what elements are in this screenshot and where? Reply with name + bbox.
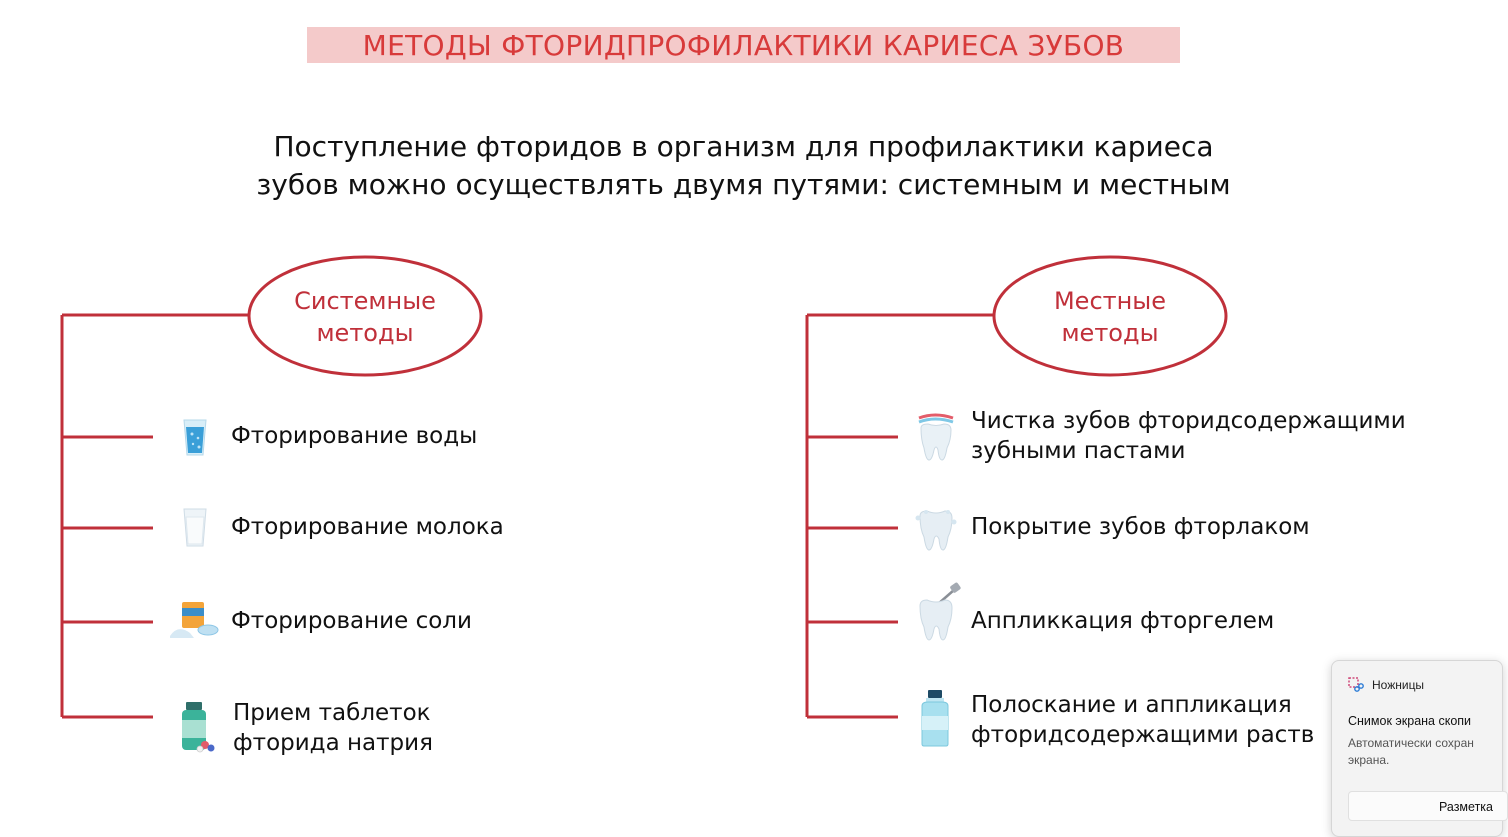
notification-app-name: Ножницы: [1372, 678, 1425, 692]
notification-title: Снимок экрана скопи: [1348, 714, 1472, 728]
subtitle-line-2: зубов можно осуществлять двумя путями: системным и местным: [256, 168, 1231, 201]
systemic-item-4: [233, 698, 433, 758]
local-item-4-text-line-1: Полоскание и аппликация: [971, 692, 1292, 718]
pill-bottle-icon: [178, 700, 216, 754]
systemic-item-3-text: Фторирование соли: [231, 608, 472, 634]
local-label-line-2: методы: [1061, 319, 1159, 347]
systemic-item-4-text-line-2: фторида натрия: [233, 730, 433, 756]
systemic-item-2: [231, 512, 504, 542]
tooth-varnish-icon: [914, 508, 958, 554]
subtitle-line-1: Поступление фторидов в организм для профилактики кариеса: [273, 130, 1214, 163]
snipping-tool-notification[interactable]: [1331, 660, 1503, 837]
local-label-line-1: Местные: [1053, 287, 1167, 315]
systemic-item-2-text: Фторирование молока: [231, 514, 504, 540]
tooth-paste-icon: [915, 410, 957, 464]
salt-icon: [168, 600, 220, 640]
systemic-label-line-1: Системные: [294, 287, 436, 315]
local-item-1-text-line-2: зубными пастами: [971, 438, 1186, 464]
local-item-4: [971, 690, 1314, 750]
milk-glass-icon: [180, 507, 210, 549]
water-glass-icon: [180, 418, 210, 458]
local-item-3: [971, 606, 1274, 636]
tooth-gel-icon: [914, 582, 964, 642]
local-item-2-text: Покрытие зубов фторлаком: [971, 514, 1310, 540]
systemic-item-4-text-line-1: Прием таблеток: [233, 700, 431, 726]
notification-body: Автоматически сохран экрана.: [1348, 736, 1474, 767]
local-item-2: [971, 512, 1310, 542]
systemic-methods-label: [265, 285, 465, 349]
local-item-3-text: Аппликкация фторгелем: [971, 608, 1275, 634]
page-title: МЕТОДЫ ФТОРИДПРОФИЛАКТИКИ КАРИЕСА ЗУБОВ: [362, 29, 1125, 62]
systemic-label-line-2: методы: [316, 319, 414, 347]
scissors-icon: [1348, 677, 1364, 693]
local-methods-label: [1010, 285, 1210, 349]
local-item-1: [971, 406, 1406, 466]
local-item-1-text-line-1: Чистка зубов фторидсодержащими: [971, 408, 1406, 434]
markup-button[interactable]: Разметка: [1348, 791, 1508, 821]
systemic-item-1: [231, 421, 477, 451]
systemic-item-3: [231, 606, 472, 636]
mouthwash-icon: [918, 688, 952, 748]
local-item-4-text-line-2: фторидсодержащими раств: [971, 722, 1315, 748]
systemic-item-1-text: Фторирование воды: [231, 423, 478, 449]
